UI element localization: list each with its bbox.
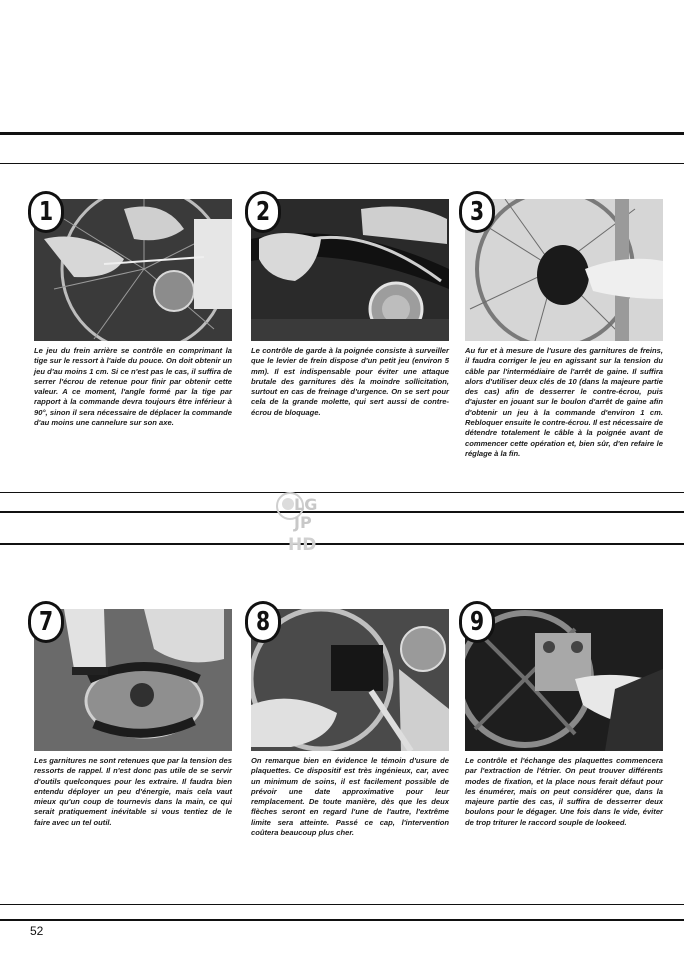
svg-text:LG: LG: [294, 495, 318, 514]
step-number-badge: 9: [459, 601, 495, 643]
svg-text:HD: HD: [288, 535, 317, 555]
middle-thick-rule-2: [0, 543, 684, 545]
step-number-badge: 1: [28, 191, 64, 233]
photo-wear-indicator: [251, 609, 449, 751]
step-number-badge: 2: [245, 191, 281, 233]
step-caption: On remarque bien en évidence le témoin d'usure de plaquettes. Ce dispositif est très ingénieux, car, avec un minimum de soins, il est facilement possible de prévoir une date approximative pour leur remplacement. De toute manière, dès que les deux flèches seront en regard l'une de l'autre, l'extrême limite sera atteinte. Passé ce cap, l'intervention coûtera beaucoup plus cher.: [251, 756, 449, 838]
middle-thick-rule-1: [0, 511, 684, 513]
step-caption: Le jeu du frein arrière se contrôle en comprimant la tige sur le ressort à l'aide du pouce. On doit obtenir un jeu d'au moins 1 cm. Si ce n'est pas le cas, il suffira de serrer l'écrou de retenue pour finir par obtenir cette valeur. A ce moment, l'angle formé par la tige par rapport à la commande devra toujours être inférieur à 90°, sinon il sera nécessaire de déplacer la commande d'au moins une cannelure sur son axe.: [34, 346, 232, 428]
step-caption: Le contrôle et l'échange des plaquettes commencera par l'extraction de l'étrier. On peut trouver différents modes de fixation, et la place nous ferait défaut pour les énumérer, mais on peut considérer que, dans la majeure partie des cas, il suffira de desserrer deux boulons pour le dégager. Une fois dans le vide, éviter de trop triturer le raccord souple de lookeed.: [465, 756, 663, 827]
watermark-logo: [268, 488, 318, 558]
top-rule: [0, 132, 684, 135]
step-caption: Le contrôle de garde à la poignée consiste à surveiller que le levier de frein dispose d'un petit jeu (environ 5 mm). Il est indispensable pour éviter une attaque brutale des garnitures dès la moindre sollicitation, surtout en cas de freinage d'urgence. On se sert pour cela de la grande molette, qui sert aussi de contre-écrou de bloquage.: [251, 346, 449, 417]
step-number-badge: 3: [459, 191, 495, 233]
step-number-badge: 8: [245, 601, 281, 643]
lower-thin-rule: [0, 904, 684, 905]
photo-brake-lever: [251, 199, 449, 341]
svg-text:JP: JP: [294, 513, 312, 532]
photo-caliper: [465, 609, 663, 751]
step-caption: Les garnitures ne sont retenues que par la tension des ressorts de rappel. Il n'est donc pas utile de se servir d'outils quelconques pour les extraire. Il faudra bien entendu déployer un peu d'énergie, mais cela vaut mieux qu'un coup de tournevis dans la main, ce qui serait pratiquement inévitable si vous tentiez de le faire avec un tel outil.: [34, 756, 232, 827]
photo-rear-brake-rod: [34, 199, 232, 341]
page-number: 52: [30, 924, 44, 938]
photo-brake-shoes: [34, 609, 232, 751]
bottom-rule: [0, 919, 684, 921]
middle-thin-rule-1: [0, 492, 684, 493]
upper-thin-rule: [0, 163, 684, 164]
step-number-badge: 7: [28, 601, 64, 643]
photo-cable-adjuster: [465, 199, 663, 341]
step-caption: Au fur et à mesure de l'usure des garnitures de freins, il faudra corriger le jeu en agissant sur la tension du câble par l'intermédiaire de l'arrêt de gaine. Il suffira alors d'utiliser deux clés de 10 (dans la majeure partie des cas) afin de desserrer le contre-écrou, puis d'ajuster en jouant sur le boulon d'arrêt de gaine afin d'obtenir un jeu à la commande d'environ 1 cm. Rebloquer ensuite le contre-écrou. Il est nécessaire de détendre totalement le câble à la poignée avant de commencer cette opération et, bien sûr, d'en refaire le réglage à la fin.: [465, 346, 663, 458]
